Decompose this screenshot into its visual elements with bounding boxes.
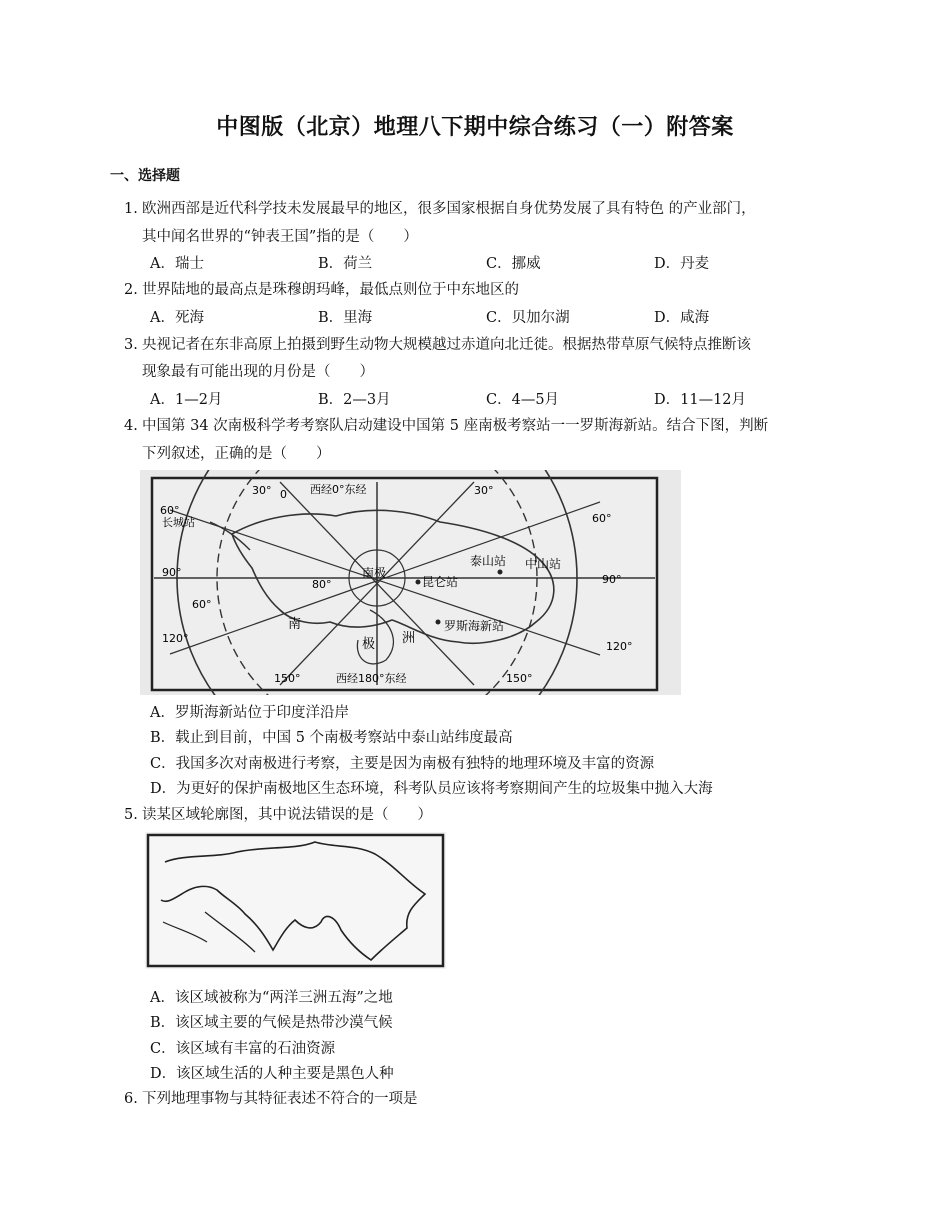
question-number: 6. [124, 1091, 138, 1107]
question-number: 1. [124, 201, 138, 217]
map-label-120w: 120° [162, 632, 189, 645]
map-label-top: 西经0°东经 [310, 483, 367, 496]
question-number: 4. [124, 418, 138, 434]
map-label-30w: 30° [252, 484, 272, 497]
question-stem-line: 读某区域轮廓图，其中说法错误的是（ ） [142, 807, 432, 823]
option-a[interactable]: A．1—2月 [150, 392, 223, 408]
question-number: 2. [124, 282, 138, 298]
map-label-150e: 150° [506, 672, 533, 685]
question-5-option-c[interactable]: C．该区域有丰富的石油资源 [150, 1041, 336, 1057]
question-number: 5. [124, 807, 138, 823]
question-1-line2: 其中闻名世界的“钟表王国”指的是（ ） [142, 229, 418, 245]
question-3-options [150, 387, 822, 413]
question-5 [124, 802, 844, 828]
map-label-ji: 极 [362, 637, 376, 652]
question-4-option-a[interactable]: A．罗斯海新站位于印度洋沿岸 [150, 705, 349, 721]
question-4 [124, 413, 844, 439]
map-label-taishan-station: 泰山站 [470, 554, 507, 568]
map-label-150w: 150° [274, 672, 301, 685]
map-label-zhou: 洲 [402, 631, 416, 646]
question-1 [124, 196, 844, 222]
map-label-bottom: 西经180°东经 [336, 672, 407, 685]
map-label-nan: 南 [288, 617, 302, 632]
option-a[interactable]: A．瑞士 [150, 256, 204, 272]
option-b[interactable]: B．2—3月 [318, 392, 391, 408]
question-stem-line: 世界陆地的最高点是珠穆朗玛峰，最低点则位于中东地区的 [142, 282, 519, 298]
question-4-option-d[interactable]: D．为更好的保护南极地区生态环境，科考队员应该将考察期间产生的垃圾集中抛入大海 [150, 781, 713, 797]
map-label-60w: 60° [160, 504, 180, 517]
map-label-90e: 90° [602, 573, 622, 586]
map-label-zero: 0 [280, 488, 287, 501]
question-5-option-d[interactable]: D．该区域生活的人种主要是黑色人种 [150, 1066, 394, 1082]
region-outline-map [145, 832, 446, 969]
antarctic-map-figure [140, 470, 681, 695]
option-d[interactable]: D．咸海 [654, 310, 710, 326]
option-c[interactable]: C．挪威 [486, 256, 541, 272]
map-label-120e: 120° [606, 640, 633, 653]
map-label-lat60: 60° [192, 598, 212, 611]
option-d[interactable]: D．11—12月 [654, 392, 747, 408]
question-stem-line: 欧洲西部是近代科学技未发展最早的地区，很多国家根据自身优势发展了具有特色 的产业部门， [142, 201, 756, 217]
question-6 [124, 1086, 844, 1112]
question-5-option-a[interactable]: A．该区域被称为“两洋三洲五海”之地 [150, 990, 393, 1006]
question-1-options [150, 251, 822, 277]
question-number: 3. [124, 337, 138, 353]
option-a[interactable]: A．死海 [150, 310, 204, 326]
option-b[interactable]: B．荷兰 [318, 256, 373, 272]
document-title: 中图版（北京）地理八下期中综合练习（一）附答案 [216, 115, 734, 140]
map-label-zhongshan-station: 中山站 [525, 557, 562, 571]
question-3 [124, 332, 844, 358]
question-4-option-c[interactable]: C．我国多次对南极进行考察，主要是因为南极有独特的地理环境及丰富的资源 [150, 756, 655, 772]
question-5-option-b[interactable]: B．该区域主要的气候是热带沙漠气候 [150, 1015, 393, 1031]
question-stem-line: 下列地理事物与其特征表述不符合的一项是 [142, 1091, 418, 1107]
map-label-changcheng-station: 长城站 [162, 516, 195, 529]
question-2-options [150, 305, 822, 331]
map-label-lat80: 80° [312, 578, 332, 591]
map-label-30e: 30° [474, 484, 494, 497]
map-label-90w: 90° [162, 566, 182, 579]
section-heading: 一、选择题 [110, 168, 180, 184]
option-b[interactable]: B．里海 [318, 310, 373, 326]
map-label-ross-station: 罗斯海新站 [444, 619, 505, 633]
map-label-pole: 南极 [362, 566, 387, 580]
option-d[interactable]: D．丹麦 [654, 256, 710, 272]
question-3-line2: 现象最有可能出现的月份是（ ） [142, 364, 374, 380]
region-outline-figure [145, 832, 446, 969]
antarctic-map [140, 470, 681, 695]
question-stem-line: 央视记者在东非高原上拍摄到野生动物大规模越过赤道向北迁徙。根据热带草原气候特点推断该 [142, 337, 751, 353]
question-4-option-b[interactable]: B．载止到目前，中国 5 个南极考察站中泰山站纬度最高 [150, 730, 513, 746]
question-2 [124, 277, 844, 303]
map-label-kunlun-station: 昆仑站 [422, 575, 459, 589]
question-stem-line: 中国第 34 次南极科学考考察队启动建设中国第 5 座南极考察站一一罗斯海新站。结合下图，判断 [142, 418, 769, 434]
question-4-line2: 下列叙述，正确的是（ ） [142, 446, 331, 462]
map-label-60e: 60° [592, 512, 612, 525]
option-c[interactable]: C．4—5月 [486, 392, 560, 408]
option-c[interactable]: C．贝加尔湖 [486, 310, 570, 326]
